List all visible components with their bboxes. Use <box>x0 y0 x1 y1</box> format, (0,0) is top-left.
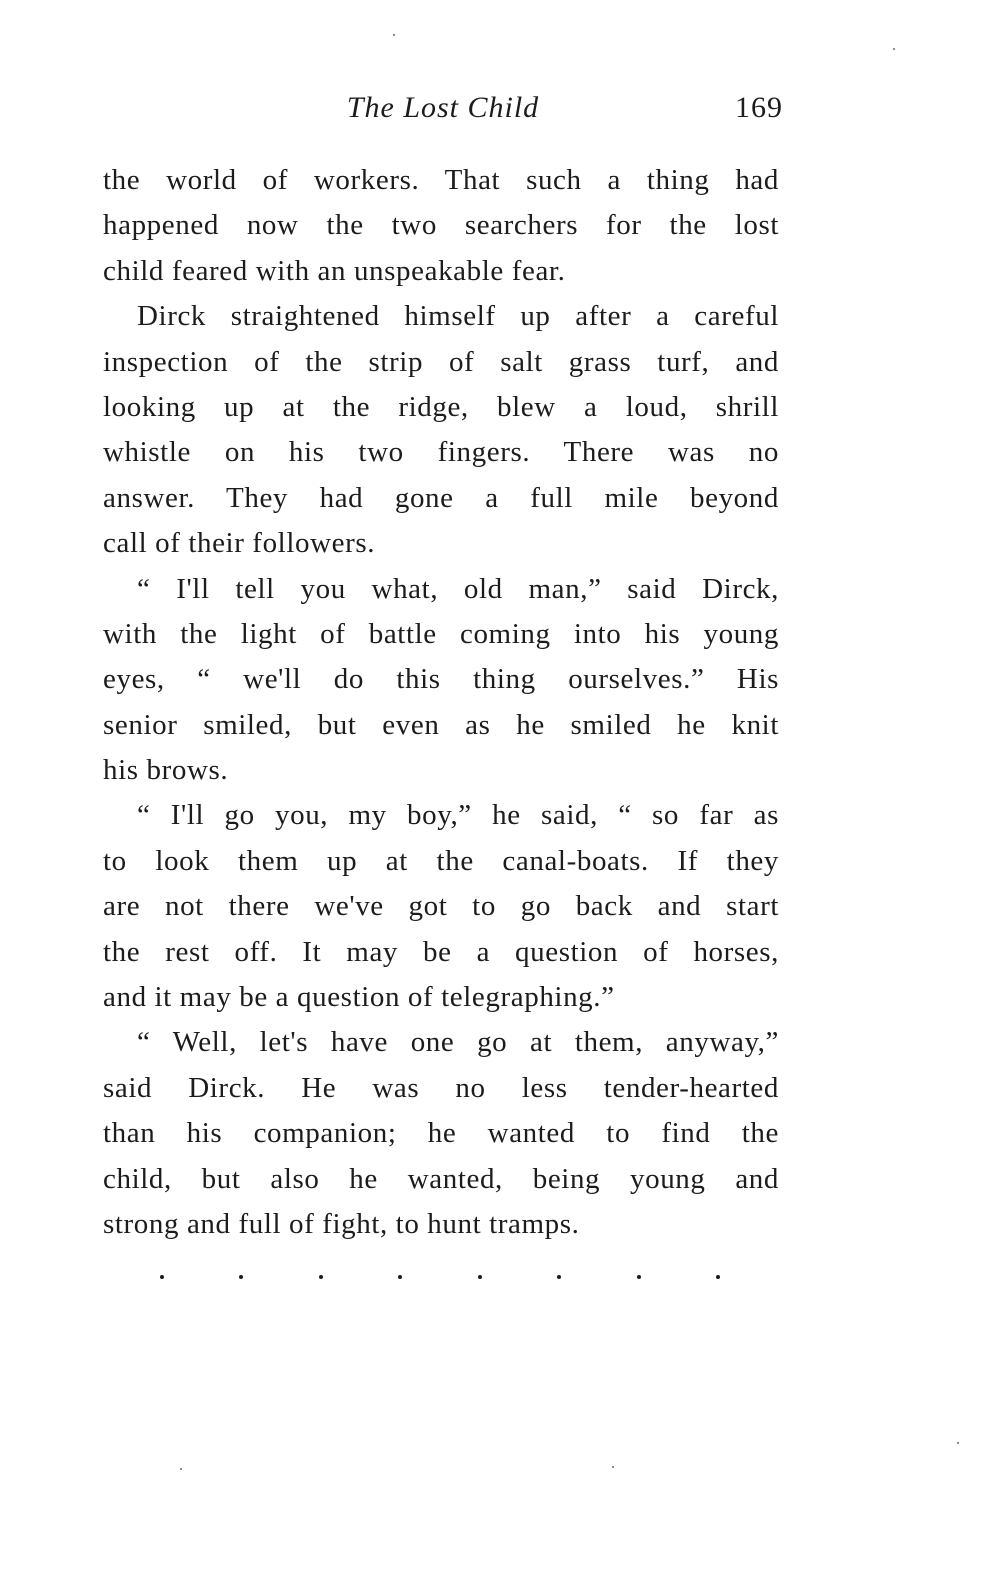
break-dot <box>239 1275 243 1279</box>
running-head <box>103 86 783 130</box>
text-line: child feared with an unspeakable fear. <box>103 254 566 287</box>
text-line: and it may be a question of telegraphing.” <box>103 981 615 1014</box>
scan-speck <box>893 48 895 50</box>
break-dot <box>637 1275 641 1279</box>
running-title: The Lost Child <box>346 91 540 124</box>
text-line: senior smiled, but even as he smiled he knit <box>103 708 779 741</box>
scan-speck <box>957 1442 959 1444</box>
text-line: answer. They had gone a full mile beyond <box>103 481 779 514</box>
scan-speck <box>393 34 395 36</box>
text-line: Dirck straightened himself up after a careful <box>137 300 779 333</box>
text-line: to look them up at the canal-boats. If they <box>103 844 779 877</box>
text-line: call of their followers. <box>103 527 376 560</box>
text-line: eyes, “ we'll do this thing ourselves.” His <box>103 663 779 696</box>
break-dot <box>478 1275 482 1279</box>
text-line: child, but also he wanted, being young and <box>103 1162 779 1195</box>
break-dot <box>398 1275 402 1279</box>
page-number: 169 <box>735 91 783 124</box>
text-line: inspection of the strip of salt grass turf, and <box>103 345 779 378</box>
text-line: looking up at the ridge, blew a loud, shrill <box>103 390 779 423</box>
text-line: strong and full of fight, to hunt tramps. <box>103 1207 580 1240</box>
text-line: whistle on his two fingers. There was no <box>103 436 779 469</box>
text-line: than his companion; he wanted to find the <box>103 1117 779 1150</box>
text-line: are not there we've got to go back and start <box>103 890 779 923</box>
text-line: with the light of battle coming into his young <box>103 617 779 650</box>
break-dot <box>319 1275 323 1279</box>
text-line: “ Well, let's have one go at them, anyway,” <box>137 1026 779 1059</box>
break-dot <box>716 1275 720 1279</box>
break-dot <box>557 1275 561 1279</box>
text-line: “ I'll tell you what, old man,” said Dirck, <box>137 572 779 605</box>
text-line: happened now the two searchers for the lost <box>103 209 779 242</box>
text-line: the world of workers. That such a thing had <box>103 164 779 196</box>
text-line: “ I'll go you, my boy,” he said, “ so far as <box>137 799 779 832</box>
text-line: his brows. <box>103 754 229 787</box>
scan-speck <box>612 1466 614 1468</box>
scan-speck <box>180 1468 182 1470</box>
text-line: said Dirck. He was no less tender-hearted <box>103 1071 779 1104</box>
section-break-dots <box>160 1262 720 1292</box>
text-line: the rest off. It may be a question of horses, <box>103 935 779 968</box>
break-dot <box>160 1275 164 1279</box>
body-text <box>103 158 779 1247</box>
